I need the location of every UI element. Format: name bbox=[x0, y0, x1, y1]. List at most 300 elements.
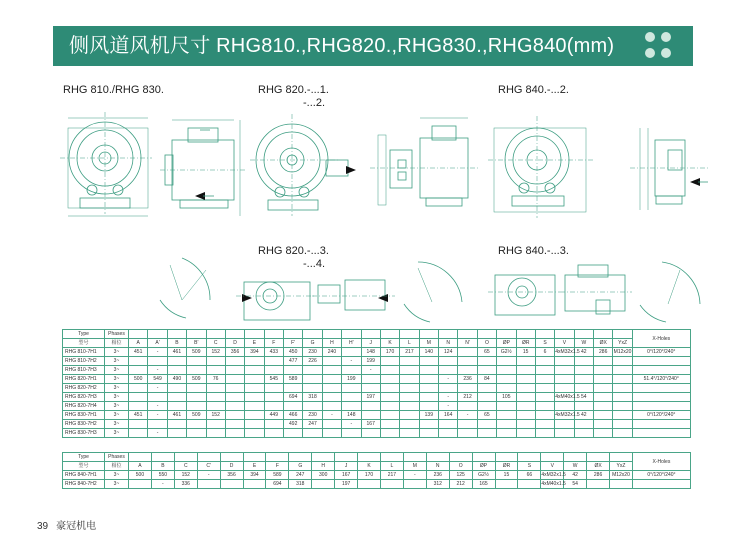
value-cell bbox=[518, 480, 541, 489]
value-cell bbox=[419, 393, 438, 402]
value-cell bbox=[400, 429, 419, 438]
xholes-cell: 0°/120°/240° bbox=[632, 348, 690, 357]
column-header: H bbox=[312, 462, 335, 471]
value-cell: 148 bbox=[361, 348, 380, 357]
value-cell bbox=[187, 402, 206, 411]
value-cell: 148 bbox=[342, 411, 361, 420]
header-blank bbox=[335, 453, 358, 462]
header-blank bbox=[284, 330, 303, 339]
value-cell bbox=[419, 402, 438, 411]
value-cell bbox=[594, 375, 613, 384]
value-cell bbox=[322, 429, 341, 438]
value-cell: 318 bbox=[303, 393, 322, 402]
value-cell bbox=[477, 384, 496, 393]
value-cell: 450 bbox=[284, 348, 303, 357]
header-blank bbox=[574, 330, 593, 339]
value-cell: 140 bbox=[419, 348, 438, 357]
column-header: ØR bbox=[495, 462, 518, 471]
header-row-type bbox=[63, 453, 691, 462]
column-header: C bbox=[174, 462, 197, 471]
value-cell bbox=[458, 429, 477, 438]
value-cell bbox=[358, 480, 381, 489]
value-cell bbox=[516, 357, 535, 366]
value-cell: 550 bbox=[151, 471, 174, 480]
value-cell bbox=[342, 393, 361, 402]
value-cell: 124 bbox=[439, 348, 458, 357]
value-cell: 76 bbox=[206, 375, 225, 384]
header-blank bbox=[495, 453, 518, 462]
value-cell bbox=[206, 384, 225, 393]
xholes-cell bbox=[632, 366, 690, 375]
header-blank bbox=[380, 330, 399, 339]
value-cell bbox=[516, 366, 535, 375]
header-blank bbox=[419, 330, 438, 339]
table-row bbox=[63, 348, 691, 357]
value-cell bbox=[574, 375, 593, 384]
value-cell bbox=[225, 375, 244, 384]
value-cell bbox=[574, 420, 593, 429]
header-blank bbox=[148, 330, 167, 339]
header-blank bbox=[303, 330, 322, 339]
value-cell: 236 bbox=[426, 471, 449, 480]
value-cell bbox=[400, 366, 419, 375]
xholes-cell: 0°/120°/240° bbox=[632, 471, 690, 480]
value-cell bbox=[245, 402, 264, 411]
value-cell bbox=[516, 420, 535, 429]
value-cell: 318 bbox=[289, 480, 312, 489]
value-cell: - bbox=[148, 411, 167, 420]
header-row-columns bbox=[63, 462, 691, 471]
header-row-type bbox=[63, 330, 691, 339]
value-cell bbox=[245, 411, 264, 420]
header-blank bbox=[243, 453, 266, 462]
drawing-810-side bbox=[160, 120, 246, 216]
column-header: ØR bbox=[516, 339, 535, 348]
value-cell bbox=[594, 366, 613, 375]
xholes-cell: 0°/120°/240° bbox=[632, 411, 690, 420]
column-header: G bbox=[289, 462, 312, 471]
drawing-840-side bbox=[630, 128, 710, 210]
value-cell bbox=[167, 366, 186, 375]
drawing-840-3-front bbox=[488, 275, 560, 315]
value-cell bbox=[167, 402, 186, 411]
value-cell bbox=[516, 393, 535, 402]
value-cell bbox=[303, 366, 322, 375]
column-header: ØP bbox=[497, 339, 516, 348]
header-phases: Phases bbox=[105, 453, 129, 462]
value-cell bbox=[129, 480, 152, 489]
value-cell bbox=[206, 420, 225, 429]
value-cell: M12x20 bbox=[613, 349, 632, 355]
value-cell bbox=[322, 393, 341, 402]
value-cell: 54 bbox=[574, 393, 593, 402]
phase-cell: 3~ bbox=[105, 348, 129, 357]
value-cell bbox=[380, 393, 399, 402]
value-cell: M12x20 bbox=[610, 471, 633, 480]
value-cell: - bbox=[148, 348, 167, 357]
value-cell bbox=[613, 366, 632, 375]
value-cell bbox=[555, 375, 574, 384]
value-cell bbox=[303, 384, 322, 393]
value-cell bbox=[497, 375, 516, 384]
xholes-cell bbox=[632, 357, 690, 366]
value-cell: - bbox=[342, 357, 361, 366]
header-blank bbox=[516, 330, 535, 339]
header-blank bbox=[458, 330, 477, 339]
value-cell bbox=[419, 384, 438, 393]
model-cell: RHG 830-7H3 bbox=[63, 429, 105, 438]
value-cell bbox=[555, 429, 574, 438]
column-header: J bbox=[335, 462, 358, 471]
value-cell bbox=[574, 429, 593, 438]
column-header: F bbox=[264, 339, 283, 348]
value-cell: 230 bbox=[303, 411, 322, 420]
header-blank bbox=[289, 453, 312, 462]
xholes-cell bbox=[632, 402, 690, 411]
value-cell: 212 bbox=[449, 480, 472, 489]
header-blank bbox=[610, 453, 633, 462]
value-cell bbox=[361, 429, 380, 438]
table-row bbox=[63, 471, 691, 480]
value-cell: 152 bbox=[206, 348, 225, 357]
value-cell: 509 bbox=[187, 348, 206, 357]
value-cell: 449 bbox=[264, 411, 283, 420]
model-cell: RHG 820-7H3 bbox=[63, 393, 105, 402]
value-cell: 451 bbox=[129, 411, 148, 420]
value-cell bbox=[187, 420, 206, 429]
value-cell bbox=[187, 357, 206, 366]
value-cell: 500 bbox=[129, 375, 148, 384]
value-cell bbox=[439, 366, 458, 375]
value-cell bbox=[594, 402, 613, 411]
value-cell: 509 bbox=[187, 411, 206, 420]
value-cell bbox=[342, 429, 361, 438]
drawing-840-front bbox=[488, 116, 594, 218]
value-cell: 4xM32x1.5 bbox=[541, 472, 566, 478]
column-header: L bbox=[400, 339, 419, 348]
header-blank bbox=[477, 330, 496, 339]
value-cell: 105 bbox=[497, 393, 516, 402]
value-cell bbox=[380, 480, 403, 489]
xholes-cell bbox=[632, 420, 690, 429]
value-cell bbox=[613, 384, 632, 393]
value-cell bbox=[361, 411, 380, 420]
column-header: K bbox=[380, 339, 399, 348]
header-xholes: X-Holes bbox=[632, 453, 690, 471]
value-cell bbox=[245, 366, 264, 375]
value-cell bbox=[225, 357, 244, 366]
value-cell: - bbox=[148, 366, 167, 375]
value-cell: 247 bbox=[303, 420, 322, 429]
value-cell bbox=[439, 429, 458, 438]
value-cell: - bbox=[342, 420, 361, 429]
value-cell bbox=[322, 402, 341, 411]
value-cell bbox=[342, 348, 361, 357]
value-cell bbox=[225, 429, 244, 438]
value-cell: 500 bbox=[129, 471, 152, 480]
header-model: 型号 bbox=[63, 462, 105, 471]
value-cell bbox=[303, 402, 322, 411]
value-cell bbox=[264, 384, 283, 393]
table-row bbox=[63, 429, 691, 438]
header-blank bbox=[151, 453, 174, 462]
value-cell bbox=[594, 429, 613, 438]
value-cell: 286 bbox=[587, 471, 610, 480]
value-cell bbox=[477, 429, 496, 438]
value-cell: 170 bbox=[380, 348, 399, 357]
value-cell bbox=[594, 393, 613, 402]
value-cell: 300 bbox=[312, 471, 335, 480]
value-cell bbox=[380, 402, 399, 411]
value-cell bbox=[594, 384, 613, 393]
value-cell bbox=[497, 411, 516, 420]
value-cell bbox=[245, 420, 264, 429]
value-cell bbox=[477, 402, 496, 411]
header-blank bbox=[129, 330, 148, 339]
value-cell bbox=[264, 402, 283, 411]
value-cell bbox=[245, 375, 264, 384]
value-cell: 217 bbox=[400, 348, 419, 357]
drawing-820-3-front bbox=[236, 282, 316, 320]
column-header: E bbox=[243, 462, 266, 471]
value-cell bbox=[400, 411, 419, 420]
value-cell: 4xM32x1.5 bbox=[555, 412, 580, 418]
value-cell: 165 bbox=[472, 480, 495, 489]
angle-diagram-right bbox=[640, 262, 700, 322]
value-cell bbox=[516, 402, 535, 411]
value-cell bbox=[342, 384, 361, 393]
column-header: E bbox=[245, 339, 264, 348]
column-header: YxZ bbox=[610, 462, 633, 471]
column-header: A' bbox=[148, 339, 167, 348]
value-cell bbox=[594, 357, 613, 366]
value-cell bbox=[458, 348, 477, 357]
value-cell: - bbox=[403, 471, 426, 480]
value-cell: 356 bbox=[220, 471, 243, 480]
xholes-cell bbox=[632, 429, 690, 438]
header-phase-cn: 相位 bbox=[105, 462, 129, 471]
value-cell bbox=[245, 384, 264, 393]
value-cell bbox=[225, 384, 244, 393]
value-cell: 336 bbox=[174, 480, 197, 489]
angle-diagram-left bbox=[160, 258, 210, 318]
header-row-columns bbox=[63, 339, 691, 348]
column-header: N bbox=[426, 462, 449, 471]
column-header: B' bbox=[187, 339, 206, 348]
header-blank bbox=[264, 330, 283, 339]
value-cell bbox=[535, 411, 554, 420]
value-cell: 236 bbox=[458, 375, 477, 384]
value-cell: - bbox=[439, 393, 458, 402]
value-cell bbox=[187, 429, 206, 438]
angle-diagram-mid bbox=[404, 262, 462, 322]
header-blank bbox=[426, 453, 449, 462]
value-cell bbox=[439, 384, 458, 393]
value-cell bbox=[129, 402, 148, 411]
column-header: D bbox=[220, 462, 243, 471]
value-cell: 170 bbox=[358, 471, 381, 480]
value-cell bbox=[458, 357, 477, 366]
value-cell: 167 bbox=[361, 420, 380, 429]
column-header: N bbox=[439, 339, 458, 348]
header-blank bbox=[187, 330, 206, 339]
value-cell bbox=[245, 357, 264, 366]
value-cell bbox=[419, 420, 438, 429]
header-blank bbox=[439, 330, 458, 339]
value-cell bbox=[439, 357, 458, 366]
column-header: A bbox=[129, 462, 152, 471]
xholes-cell: 51.4°/120°/240° bbox=[632, 375, 690, 384]
value-cell bbox=[245, 429, 264, 438]
value-cell bbox=[613, 375, 632, 384]
value-cell bbox=[403, 480, 426, 489]
value-cell bbox=[419, 366, 438, 375]
value-cell: 240 bbox=[322, 348, 341, 357]
value-cell: 312 bbox=[426, 480, 449, 489]
value-cell: - bbox=[439, 402, 458, 411]
header-blank bbox=[564, 453, 587, 462]
value-cell bbox=[535, 366, 554, 375]
value-cell: 217 bbox=[380, 471, 403, 480]
value-cell: 125 bbox=[449, 471, 472, 480]
header-blank bbox=[197, 453, 220, 462]
value-cell bbox=[380, 366, 399, 375]
value-cell: - bbox=[197, 471, 220, 480]
value-cell bbox=[129, 393, 148, 402]
table-row bbox=[63, 393, 691, 402]
value-cell: G2½ bbox=[472, 471, 495, 480]
column-header: V bbox=[555, 339, 574, 348]
value-cell bbox=[495, 480, 518, 489]
header-blank bbox=[518, 453, 541, 462]
value-cell bbox=[167, 393, 186, 402]
header-blank bbox=[403, 453, 426, 462]
value-cell bbox=[439, 420, 458, 429]
column-header: C' bbox=[197, 462, 220, 471]
value-cell bbox=[516, 384, 535, 393]
value-cell: 66 bbox=[518, 471, 541, 480]
value-cell bbox=[264, 429, 283, 438]
table-row bbox=[63, 375, 691, 384]
value-cell: 164 bbox=[439, 411, 458, 420]
header-blank bbox=[535, 330, 554, 339]
value-cell bbox=[342, 402, 361, 411]
table-row bbox=[63, 480, 691, 489]
value-cell bbox=[516, 411, 535, 420]
value-cell: - bbox=[148, 402, 167, 411]
column-header: YxZ bbox=[613, 339, 632, 348]
value-cell bbox=[380, 429, 399, 438]
header-type: Type bbox=[63, 330, 105, 339]
value-cell: G2½ bbox=[497, 348, 516, 357]
value-cell bbox=[220, 480, 243, 489]
value-cell: 199 bbox=[342, 375, 361, 384]
value-cell bbox=[361, 384, 380, 393]
header-blank bbox=[312, 453, 335, 462]
value-cell bbox=[458, 402, 477, 411]
column-header: G bbox=[303, 339, 322, 348]
header-phases: Phases bbox=[105, 330, 129, 339]
value-cell bbox=[167, 357, 186, 366]
value-cell: 461 bbox=[167, 348, 186, 357]
value-cell bbox=[613, 393, 632, 402]
header-blank bbox=[220, 453, 243, 462]
value-cell bbox=[477, 366, 496, 375]
value-cell bbox=[206, 393, 225, 402]
value-cell bbox=[555, 420, 574, 429]
header-blank bbox=[541, 453, 564, 462]
value-cell bbox=[516, 429, 535, 438]
value-cell: - bbox=[151, 480, 174, 489]
value-cell bbox=[167, 429, 186, 438]
value-cell bbox=[225, 393, 244, 402]
value-cell: 152 bbox=[174, 471, 197, 480]
header-blank bbox=[266, 453, 289, 462]
value-cell bbox=[284, 384, 303, 393]
value-cell: 694 bbox=[266, 480, 289, 489]
value-cell bbox=[380, 420, 399, 429]
model-cell: RHG 820-7H2 bbox=[63, 384, 105, 393]
value-cell bbox=[245, 393, 264, 402]
value-cell bbox=[342, 366, 361, 375]
column-header: N' bbox=[458, 339, 477, 348]
value-cell bbox=[400, 393, 419, 402]
value-cell bbox=[243, 480, 266, 489]
value-cell bbox=[497, 420, 516, 429]
value-cell bbox=[535, 375, 554, 384]
value-cell bbox=[129, 429, 148, 438]
value-cell bbox=[613, 402, 632, 411]
value-cell bbox=[535, 357, 554, 366]
value-cell bbox=[264, 366, 283, 375]
header-phase-cn: 相位 bbox=[105, 339, 129, 348]
value-cell: 65 bbox=[477, 411, 496, 420]
header-xholes: X-Holes bbox=[632, 330, 690, 348]
value-cell: 42 bbox=[564, 471, 587, 480]
value-cell bbox=[535, 393, 554, 402]
value-cell bbox=[574, 384, 593, 393]
value-cell: 4xM40x1.5 bbox=[541, 481, 566, 487]
model-cell: RHG 820-7H1 bbox=[63, 375, 105, 384]
phase-cell: 3~ bbox=[105, 393, 129, 402]
column-header: W bbox=[574, 339, 593, 348]
column-header: A bbox=[129, 339, 148, 348]
column-header: J bbox=[361, 339, 380, 348]
value-cell: 490 bbox=[167, 375, 186, 384]
value-cell bbox=[380, 357, 399, 366]
column-header: H' bbox=[342, 339, 361, 348]
value-cell bbox=[594, 411, 613, 420]
header-blank bbox=[245, 330, 264, 339]
value-cell bbox=[574, 366, 593, 375]
value-cell bbox=[264, 420, 283, 429]
value-cell bbox=[264, 357, 283, 366]
value-cell bbox=[477, 420, 496, 429]
phase-cell: 3~ bbox=[105, 429, 129, 438]
value-cell bbox=[322, 375, 341, 384]
model-cell: RHG 830-7H1 bbox=[63, 411, 105, 420]
value-cell bbox=[400, 375, 419, 384]
value-cell bbox=[400, 420, 419, 429]
value-cell bbox=[400, 384, 419, 393]
value-cell: 433 bbox=[264, 348, 283, 357]
model-cell: RHG 810-7H1 bbox=[63, 348, 105, 357]
value-cell bbox=[419, 357, 438, 366]
phase-cell: 3~ bbox=[105, 357, 129, 366]
value-cell: 461 bbox=[167, 411, 186, 420]
value-cell: 549 bbox=[148, 375, 167, 384]
value-cell: 694 bbox=[284, 393, 303, 402]
